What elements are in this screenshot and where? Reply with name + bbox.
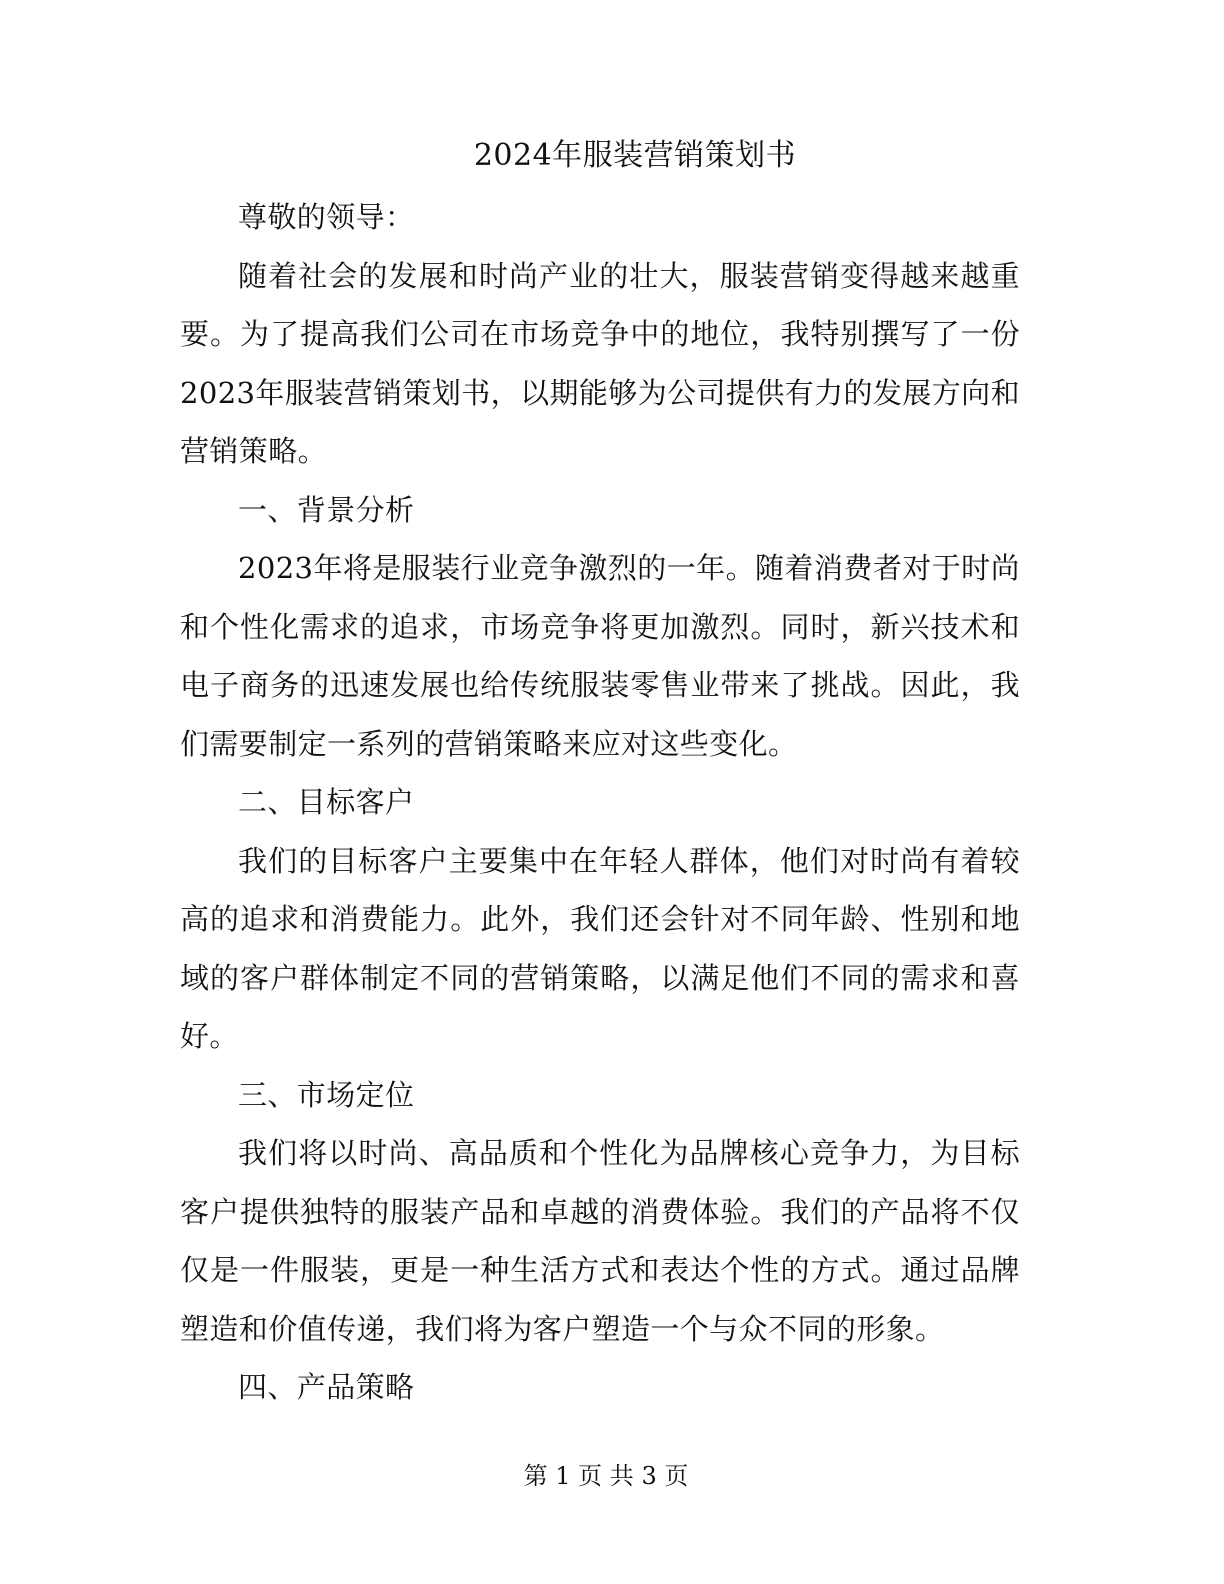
section-heading-target-customers: 二、目标客户 xyxy=(238,785,415,819)
section-heading-background: 一、背景分析 xyxy=(238,492,415,527)
section-heading-product-strategy: 四、产品策略 xyxy=(238,1370,415,1404)
paragraph-intro: 随着社会的发展和时尚产业的壮大，服装营销变得越来越重要。为了提高我们公司在市场竞争中的地位，我特别撰写了一份2023年服装营销策划书，以期能够为公司提供有力的发展方向和营销策略。 xyxy=(180,258,1020,468)
section-heading-market-positioning: 三、市场定位 xyxy=(238,1077,415,1112)
page-footer: 第 1 页 共 3 页 xyxy=(523,1462,689,1490)
salutation: 尊敬的领导： xyxy=(238,200,415,234)
document-title: 2024年服装营销策划书 xyxy=(473,138,797,173)
document-body xyxy=(180,188,1020,1417)
paragraph-market-positioning: 我们将以时尚、高品质和个性化为品牌核心竞争力，为目标客户提供独特的服装产品和卓越的消费体验。我们的产品将不仅仅是一件服装，更是一种生活方式和表达个性的方式。通过品牌塑造和价值传递，我们将为客户塑造一个与众不同的形象。 xyxy=(180,1136,1020,1346)
paragraph-target-customers: 我们的目标客户主要集中在年轻人群体，他们对时尚有着较高的追求和消费能力。此外，我们还会针对不同年龄、性别和地域的客户群体制定不同的营销策略，以满足他们不同的需求和喜好。 xyxy=(180,843,1020,1053)
paragraph-background: 2023年将是服装行业竞争激烈的一年。随着消费者对于时尚和个性化需求的追求，市场竞争将更加激烈。同时，新兴技术和电子商务的迅速发展也给传统服装零售业带来了挑战。因此，我们需要制定一系列的营销策略来应对这些变化。 xyxy=(180,551,1020,761)
